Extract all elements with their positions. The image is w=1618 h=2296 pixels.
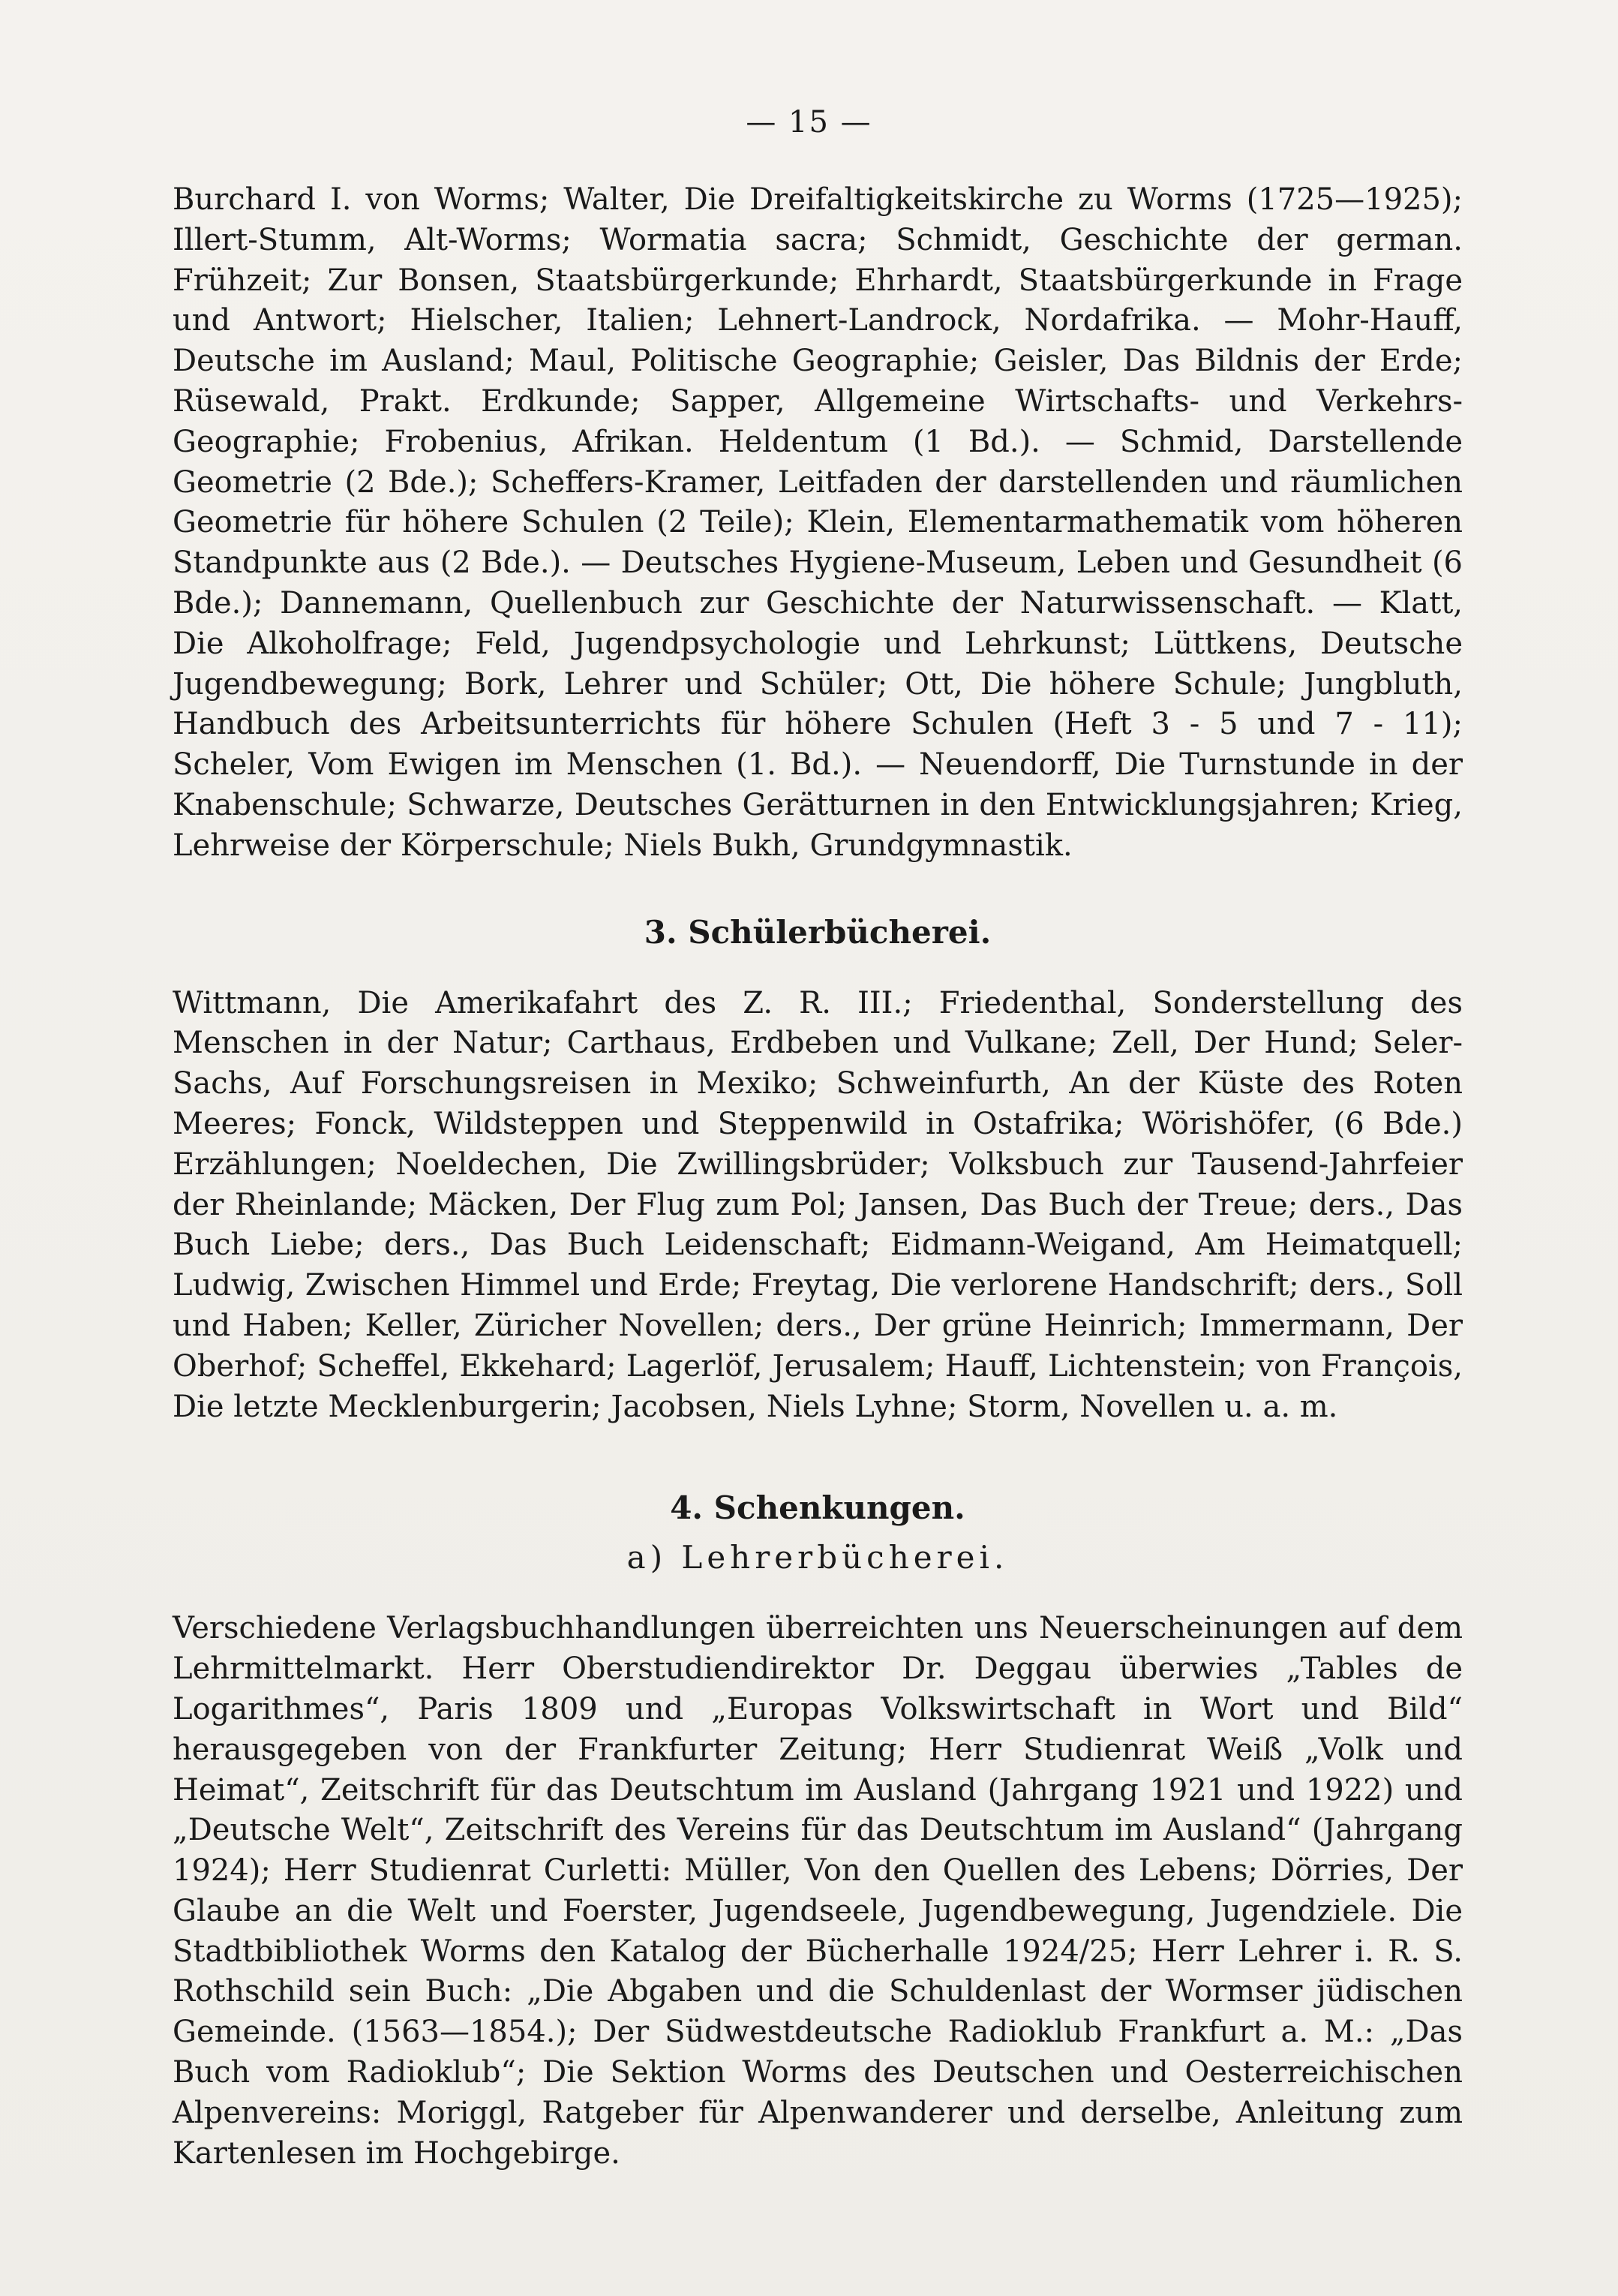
section-heading-schenkungen: 4. Schenkungen.	[670, 1489, 965, 1527]
schenkungen-paragraph: Verschiedene Verlagsbuchhandlungen überreichten uns Neuerscheinungen auf dem Lehrmittelmarkt. Herr Oberstudiendirektor Dr. Deggau überwies „Tables de Logarithmes“, Paris 1809 und „Europas Volkswirtschaft in Wort und Bild“ herausgegeben von der Frankfurter Zeitung; Herr Studienrat Weiß „Volk und Heimat“, Zeitschrift für das Deutschtum im Ausland (Jahrgang 1921 und 1922) und „Deutsche Welt“, Zeitschrift des Vereins für das Deutschtum im Ausland“ (Jahrgang 1924); Herr Studienrat Curletti: Müller, Von den Quellen des Lebens; Dörries, Der Glaube an die Welt und Foerster, Jugendseele, Jugendbewegung, Jugendziele. Die Stadtbibliothek Worms den Katalog der Bücherhalle 1924/25; Herr Lehrer i. R. S. Rothschild sein Buch: „Die Abgaben und die Schuldenlast der Wormser jüdischen Gemeinde. (1563—1854.); Der Südwestdeutsche Radioklub Frankfurt a. M.: „Das Buch vom Radioklub“; Die Sektion Worms des Deutschen und Oesterreichischen Alpenvereins: Moriggl, Ratgeber für Alpenwanderer und derselbe, Anleitung zum Kartenlesen im Hochgebirge.	[173, 1611, 1463, 2171]
subheading-lehrerbuecherei: a) Lehrerbücherei.	[626, 1539, 1009, 1576]
section-heading-schuelerbuecherei: 3. Schülerbücherei.	[644, 913, 992, 951]
page-number: — 15 —	[746, 105, 872, 140]
page-content	[173, 180, 1463, 2174]
book-list-paragraph: Burchard I. von Worms; Walter, Die Dreifaltigkeitskirche zu Worms (1725—1925); Illert-Stumm, Alt-Worms; Wormatia sacra; Schmidt, Geschichte der german. Frühzeit; Zur Bonsen, Staatsbürgerkunde; Ehrhardt, Staatsbürgerkunde in Frage und Antwort; Hielscher, Italien; Lehnert-Landrock, Nordafrika. — Mohr-Hauff, Deutsche im Ausland; Maul, Politische Geographie; Geisler, Das Bildnis der Erde; Rüsewald, Prakt. Erdkunde; Sapper, Allgemeine Wirtschafts- und Verkehrs-Geographie; Frobenius, Afrikan. Heldentum (1 Bd.). — Schmid, Darstellende Geometrie (2 Bde.); Scheffers-Kramer, Leitfaden der darstellenden und räumlichen Geometrie für höhere Schulen (2 Teile); Klein, Elementarmathematik vom höheren Standpunkte aus (2 Bde.). — Deutsches Hygiene-Museum, Leben und Gesundheit (6 Bde.); Dannemann, Quellenbuch zur Geschichte der Naturwissenschaft. — Klatt, Die Alkoholfrage; Feld, Jugendpsychologie und Lehrkunst; Lüttkens, Deutsche Jugendbewegung; Bork, Lehrer und Schüler; Ott, Die höhere Schule; Jungbluth, Handbuch des Arbeitsunterrichts für höhere Schulen (Heft 3 - 5 und 7 - 11); Scheler, Vom Ewigen im Menschen (1. Bd.). — Neuendorff, Die Turnstunde in der Knabenschule; Schwarze, Deutsches Gerätturnen in den Entwicklungsjahren; Krieg, Lehrweise der Körperschule; Niels Bukh, Grundgymnastik.	[173, 182, 1463, 863]
schuelerbuecherei-paragraph: Wittmann, Die Amerikafahrt des Z. R. III.; Friedenthal, Sonderstellung des Menschen in der Natur; Carthaus, Erdbeben und Vulkane; Zell, Der Hund; Seler-Sachs, Auf Forschungsreisen in Mexiko; Schweinfurth, An der Küste des Roten Meeres; Fonck, Wildsteppen und Steppenwild in Ostafrika; Wörishöfer, (6 Bde.) Erzählungen; Noeldechen, Die Zwillingsbrüder; Volksbuch zur Tausend-Jahrfeier der Rheinlande; Mäcken, Der Flug zum Pol; Jansen, Das Buch der Treue; ders., Das Buch Liebe; ders., Das Buch Leidenschaft; Eidmann-Weigand, Am Heimatquell; Ludwig, Zwischen Himmel und Erde; Freytag, Die verlorene Handschrift; ders., Soll und Haben; Keller, Züricher Novellen; ders., Der grüne Heinrich; Immermann, Der Oberhof; Scheffel, Ekkehard; Lagerlöf, Jerusalem; Hauff, Lichtenstein; von François, Die letzte Mecklenburgerin; Jacobsen, Niels Lyhne; Storm, Novellen u. a. m.	[173, 985, 1463, 1424]
